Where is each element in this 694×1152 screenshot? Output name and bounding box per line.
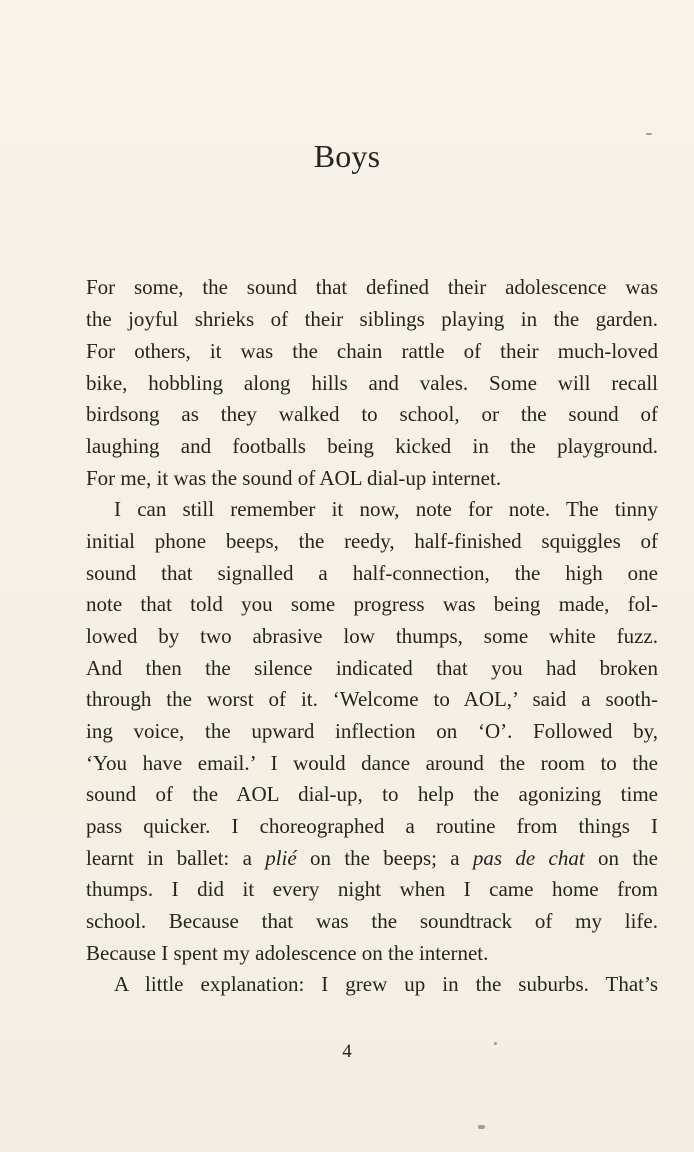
text-run: on the beeps; a <box>296 846 473 870</box>
paper-speck <box>494 1042 497 1045</box>
text-run: on the <box>584 846 658 870</box>
text-line: For some, the sound that defined their adolescence was <box>86 275 658 299</box>
text-line: thumps. I did it every night when I came home from <box>86 877 658 901</box>
text-line: I can still remember it now, note for note. The tinny <box>114 497 658 521</box>
italic-term-pas-de-chat: pas de chat <box>472 846 585 870</box>
text-line: ing voice, the upward inflection on ‘O’. Followed by, <box>86 719 658 743</box>
page-number: 4 <box>342 1041 352 1062</box>
text-line <box>86 842 658 874</box>
text-line: bike, hobbling along hills and vales. Some will recall <box>86 371 658 395</box>
text-line: For others, it was the chain rattle of their much-loved <box>86 339 658 363</box>
text-line: the joyful shrieks of their siblings playing in the garden. <box>86 307 658 331</box>
italic-term-plie: plié <box>265 846 297 870</box>
text-line: Because I spent my adolescence on the internet. <box>86 941 489 965</box>
text-line: school. Because that was the soundtrack of my life. <box>86 909 658 933</box>
text-line: sound that signalled a half-connection, the high one <box>86 561 658 585</box>
text-line: sound of the AOL dial-up, to help the agonizing time <box>86 782 658 806</box>
text-line: ‘You have email.’ I would dance around the room to the <box>86 751 658 775</box>
text-line: pass quicker. I choreographed a routine from things I <box>86 814 658 838</box>
text-line: And then the silence indicated that you had broken <box>86 656 658 680</box>
text-line: note that told you some progress was being made, fol- <box>86 592 658 616</box>
text-run: learnt in ballet: a <box>86 846 266 870</box>
text-line: For me, it was the sound of AOL dial-up internet. <box>86 466 502 490</box>
paper-speck <box>478 1125 485 1129</box>
text-line: initial phone beeps, the reedy, half-finished squiggles of <box>86 529 658 553</box>
text-line: through the worst of it. ‘Welcome to AOL,’ said a sooth- <box>86 687 658 711</box>
text-line: laughing and footballs being kicked in the playground. <box>86 434 658 458</box>
text-line: birdsong as they walked to school, or the sound of <box>86 402 658 426</box>
text-line: lowed by two abrasive low thumps, some white fuzz. <box>86 624 658 648</box>
chapter-title: Boys <box>313 138 381 174</box>
paper-speck <box>646 133 652 135</box>
text-line: A little explanation: I grew up in the suburbs. That’s <box>114 972 658 996</box>
